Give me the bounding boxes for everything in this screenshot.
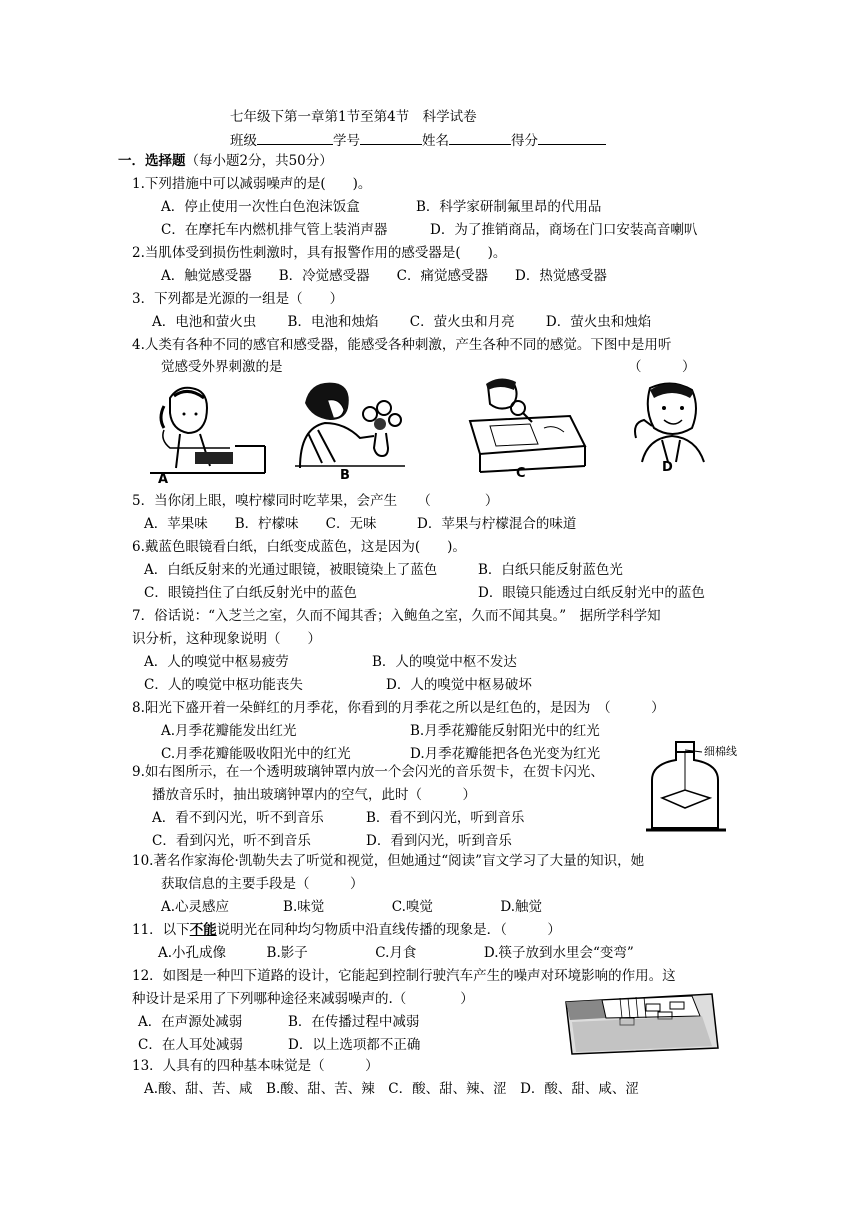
figure-c-reading [460, 376, 590, 476]
q11-options: A.小孔成像 B.影子 C.月食 D.筷子放到水里会“变弯” [158, 945, 634, 961]
q1-option-a: A．停止使用一次性白色泡沫饭盒 [161, 199, 360, 215]
q1-option-d: D．为了推销商品，商场在门口安装高音喇叭 [430, 222, 698, 238]
q8-option-d: D.月季花瓣能把各色光变为红光 [410, 746, 601, 762]
q9-option-b: B．看不到闪光，听到音乐 [366, 810, 525, 826]
figure-b-smelling-flowers [290, 378, 410, 468]
q13-stem: 13．人具有的四种基本味觉是（ ） [132, 1058, 379, 1074]
q9-option-a: A．看不到闪光，听不到音乐 [152, 810, 324, 826]
q7-option-a: A．人的嗅觉中枢易疲劳 [144, 654, 289, 670]
q7-option-d: D．人的嗅觉中枢易破坏 [386, 677, 532, 693]
figure-a-telephone [140, 378, 270, 478]
q4-stem-line2: 觉感受外界刺激的是 [161, 359, 283, 375]
class-blank[interactable] [257, 130, 333, 145]
name-blank[interactable] [449, 130, 511, 145]
q9-stem-line1: 9.如右图所示，在一个透明玻璃钟罩内放一个会闪光的音乐贺卡，在贺卡闪光、 [132, 764, 604, 780]
figure-d-label: D [662, 460, 673, 475]
q13-options: A.酸、甜、苦、咸 B.酸、甜、苦、辣 C．酸、甜、辣、涩 D．酸、甜、咸、涩 [144, 1081, 639, 1097]
q6-option-c: C．眼镜挡住了白纸反射光中的蓝色 [144, 585, 357, 601]
q6-stem: 6.戴蓝色眼镜看白纸，白纸变成蓝色，这是因为( )。 [132, 539, 466, 555]
q8-option-a: A.月季花瓣能发出红光 [161, 723, 297, 739]
q10-stem-line1: 10.著名作家海伦·凯勒失去了听觉和视觉，但她通过“阅读”盲文学习了大量的知识，她 [132, 853, 645, 869]
figure-d-eating [622, 378, 722, 463]
student-id-label: 学号 [333, 133, 360, 149]
q11-stem: 11．以下不能说明光在同种均匀物质中沿直线传播的现象是．（ ） [132, 922, 561, 938]
q7-stem-line2: 识分析，这种现象说明（ ） [132, 631, 321, 647]
figure-a-label: A [158, 472, 169, 487]
q11-emphasis: 不能 [189, 922, 217, 938]
q12-stem-line2: 种设计是采用了下列哪种途径来减弱噪声的.（ ） [132, 991, 474, 1007]
q6-option-a: A．白纸反射来的光通过眼镜，被眼镜染上了蓝色 [144, 562, 438, 578]
score-label: 得分 [511, 133, 538, 149]
student-info [230, 130, 606, 150]
figure-c-label: C [516, 466, 526, 481]
figure-sunken-road [562, 988, 722, 1058]
q9-stem-line2: 播放音乐时，抽出玻璃钟罩内的空气，此时（ ） [152, 787, 476, 803]
q12-stem-line1: 12．如图是一种凹下道路的设计，它能起到控制行驶汽车产生的噪声对环境影响的作用。这 [132, 968, 676, 984]
q7-stem-line1: 7．俗话说：“入芝兰之室，久而不闻其香；入鲍鱼之室，久而不闻其臭。” 据所学科学知 [132, 608, 661, 624]
score-blank[interactable] [538, 130, 606, 145]
q8-option-c: C.月季花瓣能吸收阳光中的红光 [161, 746, 351, 762]
class-label: 班级 [230, 133, 257, 149]
q9-option-c: C．看到闪光，听不到音乐 [152, 833, 311, 849]
q12-option-b: B．在传播过程中减弱 [288, 1014, 420, 1030]
q9-option-d: D．看到闪光，听到音乐 [366, 833, 512, 849]
q2-options: A．触觉感受器 B．冷觉感受器 C．痛觉感受器 D．热觉感受器 [161, 268, 607, 284]
q12-option-a: A．在声源处减弱 [138, 1014, 243, 1030]
q5-options: A．苹果味 B．柠檬味 C．无味 D．苹果与柠檬混合的味道 [144, 516, 577, 532]
q5-stem: 5．当你闭上眼，嗅柠檬同时吃苹果，会产生 （ ） [132, 493, 499, 509]
q3-options: A．电池和萤火虫 B．电池和烛焰 C．萤火虫和月亮 D．萤火虫和烛焰 [152, 314, 652, 330]
name-label: 姓名 [422, 133, 449, 149]
figure-b-label: B [340, 468, 350, 483]
q12-option-c: C．在人耳处减弱 [138, 1037, 243, 1053]
q1-option-c: C．在摩托车内燃机排气管上装消声器 [161, 222, 388, 238]
q12-option-d: D．以上选项都不正确 [288, 1037, 421, 1053]
q8-stem: 8.阳光下盛开着一朵鲜红的月季花，你看到的月季花之所以是红色的，是因为 （ ） [132, 700, 665, 716]
q10-stem-line2: 获取信息的主要手段是（ ） [161, 876, 364, 892]
q7-option-c: C．人的嗅觉中枢功能丧失 [144, 677, 303, 693]
bell-jar-label: 细棉线 [704, 745, 737, 758]
q10-options: A.心灵感应 B.味觉 C.嗅觉 D.触觉 [161, 899, 543, 915]
q8-option-b: B.月季花瓣能反射阳光中的红光 [410, 723, 600, 739]
q4-answer-paren: （ ） [628, 359, 696, 375]
q7-option-b: B．人的嗅觉中枢不发达 [372, 654, 517, 670]
q1-stem: 1.下列措施中可以减弱噪声的是( )。 [132, 176, 372, 192]
q4-stem-line1: 4.人类有各种不同的感官和感受器，能感受各种刺激，产生各种不同的感觉。下图中是用听 [132, 337, 672, 353]
q3-stem: 3．下列都是光源的一组是（ ） [132, 291, 344, 307]
student-id-blank[interactable] [360, 130, 422, 145]
q6-option-d: D．眼镜只能透过白纸反射光中的蓝色 [478, 585, 705, 601]
q2-stem: 2.当肌体受到损伤性刺激时，具有报警作用的感受器是( )。 [132, 245, 507, 261]
section-heading: 一．选择题（每小题2分，共50分） [118, 153, 333, 169]
q1-option-b: B．科学家研制氟里昂的代用品 [416, 199, 602, 215]
page-title: 七年级下第一章第1节至第4节 科学试卷 [230, 109, 477, 125]
q6-option-b: B．白纸只能反射蓝色光 [478, 562, 623, 578]
